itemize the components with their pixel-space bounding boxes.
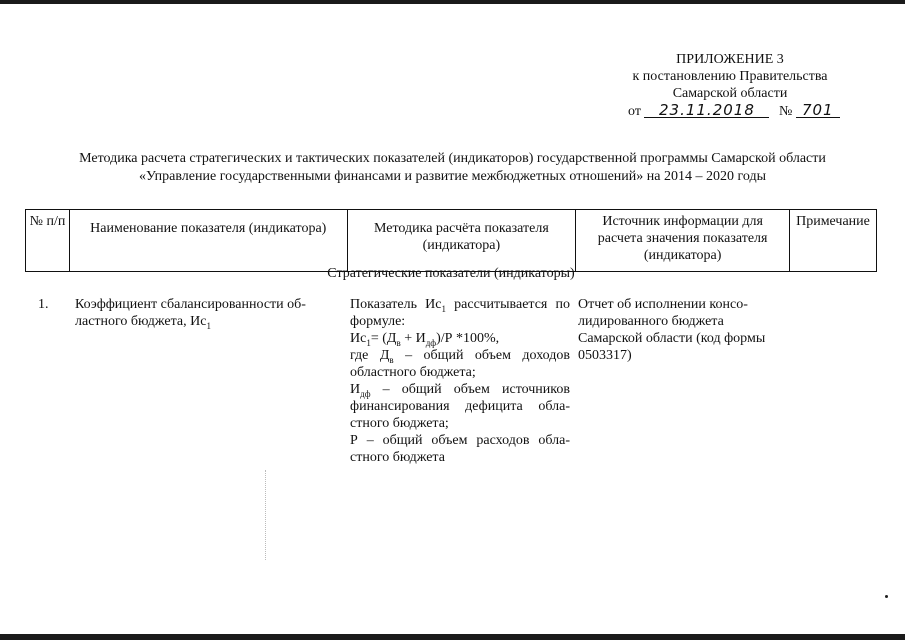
header-method: Методика расчёта показателя (индикатора) <box>347 210 576 272</box>
bottom-border <box>0 634 905 640</box>
row-number: 1. <box>38 297 49 312</box>
header-source: Источник информации для расчета значения показателя (индикатора) <box>576 210 790 272</box>
method-def-revenue: где $Д_в$ – общий объем доходов областного бюджета; <box>350 348 570 380</box>
appendix-heading: ПРИЛОЖЕНИЕ 3 <box>676 52 784 67</box>
calculation-method <box>350 296 570 466</box>
appendix-line-1: к постановлению Правительства <box>632 69 828 84</box>
indicator-name: Коэффициент сбалансированности об-ластного бюджета, $Ис_1$ <box>75 297 306 331</box>
header-number: № п/п <box>26 210 70 272</box>
document-title <box>30 150 875 186</box>
handwritten-date: 23.11.2018 <box>644 103 769 118</box>
faint-column-line <box>265 470 266 560</box>
information-source: Отчет об исполнении консо-лидированного бюджета Самарской области (код формы 0503317) <box>578 297 766 363</box>
method-def-deficit: $И_{дф}$ – общий объем источников финансирования дефицита обла-стного бюджета; <box>350 382 570 431</box>
appendix-line-2: Самарской области <box>672 86 788 101</box>
title-line-2: «Управление государственными финансами и развитие межбюджетных отношений» на 2014 – 2020 годы <box>138 169 767 184</box>
number-label: № <box>778 104 793 119</box>
header-note: Примечание <box>789 210 876 272</box>
title-line-1: Методика расчета стратегических и тактических показателей (индикаторов) государственной программы Самарской области <box>79 151 826 166</box>
from-label: от <box>628 104 641 119</box>
handwritten-number: 701 <box>796 103 840 118</box>
top-border <box>0 0 905 4</box>
method-formula: $Ис_1= (Д_в + И_{дф})/Р$ *100%, <box>350 331 500 348</box>
appendix-block <box>600 51 860 102</box>
table-header-row <box>26 210 877 272</box>
appendix-number-line <box>628 103 840 120</box>
header-name: Наименование показателя (индикатора) <box>69 210 347 272</box>
indicators-table <box>25 209 877 272</box>
section-title: Стратегические показатели (индикаторы) <box>327 266 575 281</box>
scan-mark <box>885 595 888 598</box>
method-def-expenses: Р – общий объем расходов обла-стного бюджета <box>350 433 570 465</box>
method-intro: Показатель $Ис_1$ рассчитывается по формуле: <box>350 297 570 329</box>
